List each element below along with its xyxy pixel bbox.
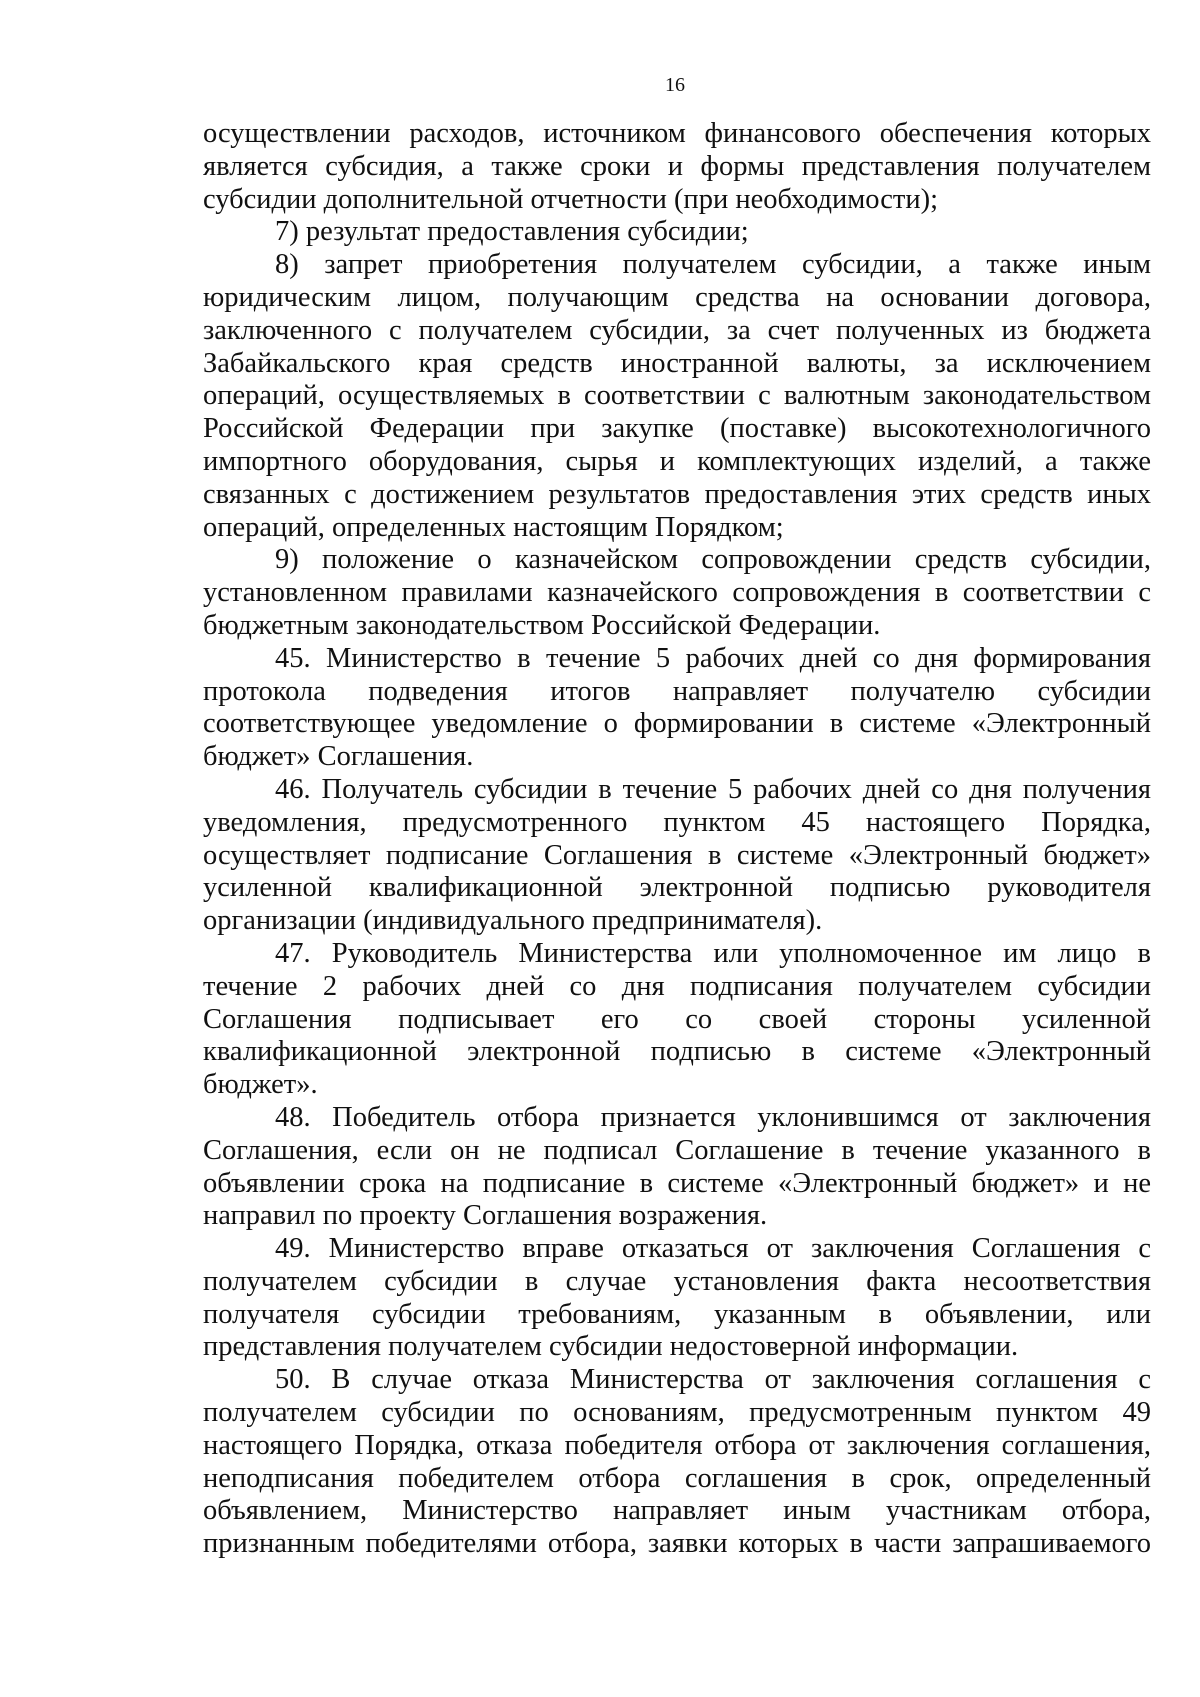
paragraph-47: 47. Руководитель Министерства или уполномоченное им лицо в течение 2 рабочих дней со дня подписания получателем субсидии Соглашения подписывает его со своей стороны усиленной квалификационной электронной подписью в системе «Электронный бюджет». xyxy=(203,937,1151,1101)
paragraph-46: 46. Получатель субсидии в течение 5 рабочих дней со дня получения уведомления, предусмотренного пунктом 45 настоящего Порядка, осуществляет подписание Соглашения в системе «Электронный бюджет» усиленной квалификационной электронной подписью руководителя организации (индивидуального предпринимателя). xyxy=(203,773,1151,937)
paragraph-continuation: осуществлении расходов, источником финансового обеспечения которых является субсидия, а также сроки и формы представления получателем субсидии дополнительной отчетности (при необходимости); xyxy=(203,118,1151,215)
paragraph-item-7: 7) результат предоставления субсидии; xyxy=(275,216,749,248)
paragraph-item-8: 8) запрет приобретения получателем субсидии, а также иным юридическим лицом, получающим средства на основании договора, заключенного с получателем субсидии, за счет полученных из бюджета Забайкальского края средств иностранной валюты, за исключением операций, осуществляемых в соответствии с валютным законодательством Российской Федерации при закупке (поставке) высокотехнологичного импортного оборудования, сырья и комплектующих изделий, а также связанных с достижением результатов предоставления этих средств иных операций, определенных настоящим Порядком; xyxy=(203,249,1151,543)
paragraph-50: 50. В случае отказа Министерства от заключения соглашения с получателем субсидии по основаниям, предусмотренным пунктом 49 настоящего Порядка, отказа победителя отбора от заключения соглашения, неподписания победителем отбора соглашения в срок, определенный объявлением, Министерство направляет иным участникам отбора, признанным победителями отбора, заявки которых в части запрашиваемого xyxy=(203,1364,1151,1560)
document-body xyxy=(203,118,1151,1561)
paragraph-48: 48. Победитель отбора признается уклонившимся от заключения Соглашения, если он не подписал Соглашение в течение указанного в объявлении срока на подписание в системе «Электронный бюджет» и не направил по проекту Соглашения возражения. xyxy=(203,1101,1151,1232)
paragraph-49: 49. Министерство вправе отказаться от заключения Соглашения с получателем субсидии в случае установления факта несоответствия получателя субсидии требованиям, указанным в объявлении, или представления получателем субсидии недостоверной информации. xyxy=(203,1233,1151,1363)
paragraph-item-9: 9) положение о казначейском сопровождении средств субсидии, установленном правилами казначейского сопровождения в соответствии с бюджетным законодательством Российской Федерации. xyxy=(203,544,1151,641)
page-number: 16 xyxy=(665,74,685,96)
paragraph-45: 45. Министерство в течение 5 рабочих дней со дня формирования протокола подведения итогов направляет получателю субсидии соответствующее уведомление о формировании в системе «Электронный бюджет» Соглашения. xyxy=(203,642,1151,773)
